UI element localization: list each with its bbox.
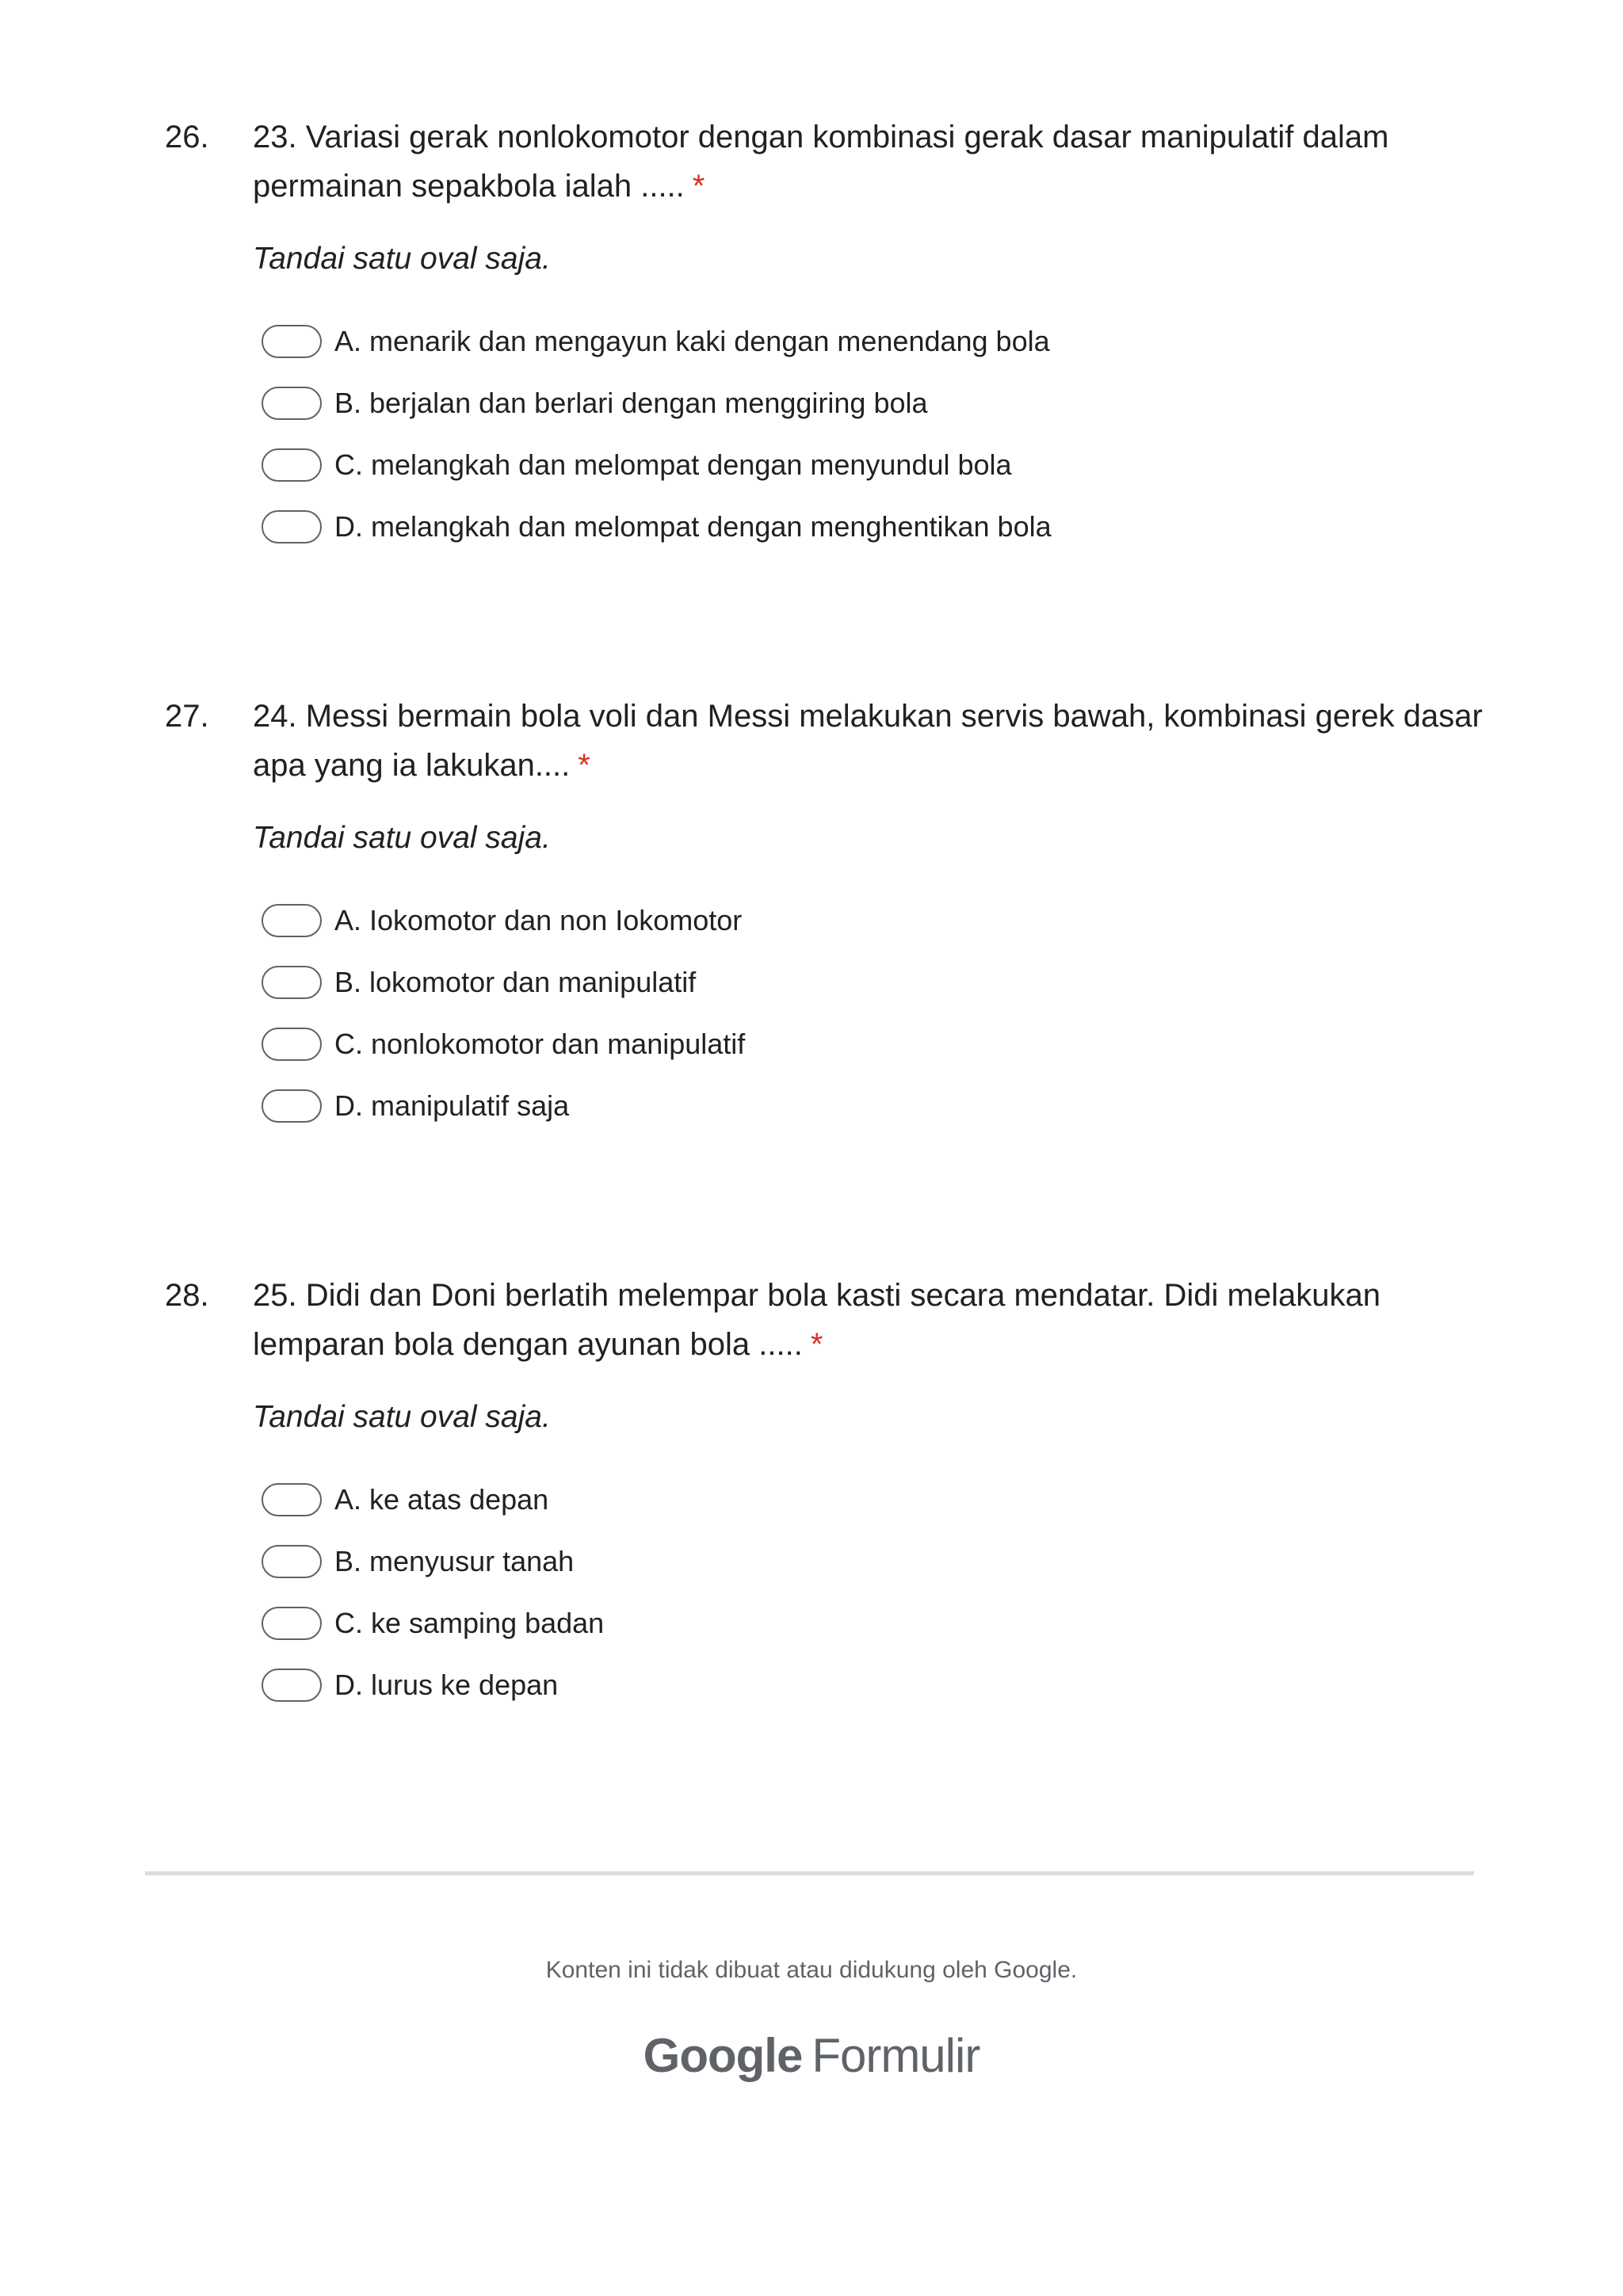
question-instruction: Tandai satu oval saja.	[253, 1400, 551, 1434]
option-label: D. manipulatif saja	[334, 1089, 570, 1122]
required-asterisk: *	[810, 1327, 823, 1362]
google-forms-logo	[0, 2028, 1623, 2083]
option-d[interactable]	[262, 496, 1052, 558]
question-instruction: Tandai satu oval saja.	[253, 242, 551, 276]
question-title-text: 23. Variasi gerak nonlokomotor dengan kombinasi gerak dasar manipulatif dalam permainan sepakbola ialah .....	[253, 120, 1389, 204]
option-label: C. nonlokomotor dan manipulatif	[334, 1028, 746, 1060]
option-label: C. ke samping badan	[334, 1607, 605, 1639]
options-list	[262, 1469, 604, 1716]
radio-oval[interactable]	[262, 448, 322, 482]
radio-oval[interactable]	[262, 1669, 322, 1702]
option-a[interactable]	[262, 1469, 604, 1531]
option-b[interactable]	[262, 372, 1052, 434]
footer-divider	[145, 1871, 1474, 1875]
brand-product: Formulir	[812, 2029, 980, 2082]
option-label: C. melangkah dan melompat dengan menyundul bola	[334, 448, 1012, 481]
option-a[interactable]	[262, 890, 745, 952]
option-d[interactable]	[262, 1654, 604, 1716]
required-asterisk: *	[578, 748, 590, 783]
option-c[interactable]	[262, 1013, 745, 1075]
question-title	[253, 113, 1489, 211]
option-c[interactable]	[262, 1592, 604, 1654]
option-c[interactable]	[262, 434, 1052, 496]
brand-google: Google	[643, 2029, 803, 2082]
question-title-text: 25. Didi dan Doni berlatih melempar bola kasti secara mendatar. Didi melakukan lemparan bola dengan ayunan bola .....	[253, 1278, 1381, 1362]
option-label: B. menyusur tanah	[334, 1545, 575, 1577]
question-instruction: Tandai satu oval saja.	[253, 821, 551, 855]
radio-oval[interactable]	[262, 904, 322, 937]
option-a[interactable]	[262, 311, 1052, 372]
option-label: B. berjalan dan berlari dengan menggiring bola	[334, 387, 928, 419]
question-title-text: 24. Messi bermain bola voli dan Messi melakukan servis bawah, kombinasi gerek dasar apa yang ia lakukan....	[253, 699, 1483, 783]
radio-oval[interactable]	[262, 1028, 322, 1061]
question-title	[253, 692, 1489, 790]
options-list	[262, 311, 1052, 558]
question-number: 27.	[165, 699, 209, 734]
radio-oval[interactable]	[262, 1089, 322, 1123]
option-label: A. ke atas depan	[334, 1483, 549, 1516]
radio-oval[interactable]	[262, 510, 322, 543]
radio-oval[interactable]	[262, 1483, 322, 1516]
option-label: D. melangkah dan melompat dengan menghentikan bola	[334, 510, 1052, 543]
radio-oval[interactable]	[262, 1607, 322, 1640]
question-title	[253, 1271, 1489, 1369]
options-list	[262, 890, 745, 1137]
radio-oval[interactable]	[262, 387, 322, 420]
option-label: A. Iokomotor dan non Iokomotor	[334, 904, 743, 936]
radio-oval[interactable]	[262, 325, 322, 358]
footer-disclaimer: Konten ini tidak dibuat atau didukung oleh Google.	[545, 1957, 1078, 1983]
question-number: 28.	[165, 1278, 209, 1313]
required-asterisk: *	[692, 169, 705, 204]
option-b[interactable]	[262, 952, 745, 1013]
question-number: 26.	[165, 120, 209, 154]
option-label: A. menarik dan mengayun kaki dengan menendang bola	[334, 325, 1050, 357]
radio-oval[interactable]	[262, 966, 322, 999]
option-label: B. lokomotor dan manipulatif	[334, 966, 697, 998]
option-label: D. lurus ke depan	[334, 1669, 559, 1701]
option-d[interactable]	[262, 1075, 745, 1137]
option-b[interactable]	[262, 1531, 604, 1592]
radio-oval[interactable]	[262, 1545, 322, 1578]
